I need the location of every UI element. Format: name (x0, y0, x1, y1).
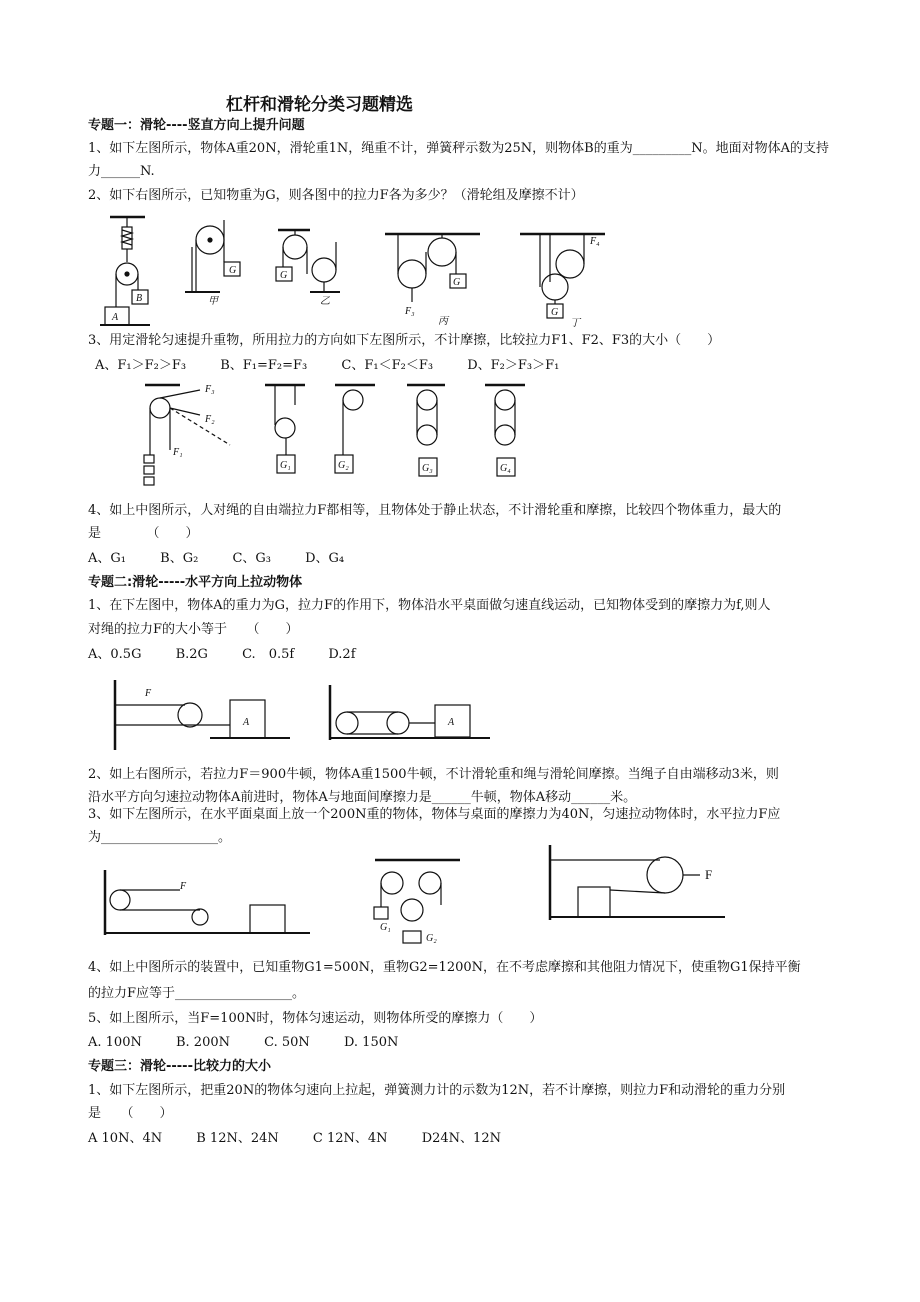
fig2-label-g1: G₁ (280, 460, 291, 471)
fig2-label-f3: F₃ (205, 384, 215, 395)
option-b: B、F₁=F₂=F₃ (220, 358, 308, 373)
fig2-label-g3: G₃ (422, 463, 433, 474)
figure-row-2 (135, 380, 535, 500)
fig-label-jia: 甲 (208, 296, 218, 307)
option-c: C. 0.5f (242, 647, 295, 662)
s2-q3-line2: 为__________________。 (88, 830, 232, 845)
fig-label-g-2: G (280, 270, 288, 281)
s1-q3: 3、用定滑轮匀速提升重物，所用拉力的方向如下左图所示，不计摩擦，比较拉力F1、F2、F3的大小（ ） (88, 333, 721, 348)
fig4-label-f: F (180, 881, 187, 892)
s2-q3-line1: 3、如下左图所示，在水平面桌面上放一个200N重的物体，物体与桌面的摩擦力为40N，匀速拉动物体时，水平拉力F应 (88, 807, 781, 822)
s2-q1-line2: 对绳的拉力F的大小等于 （ ） (88, 622, 299, 637)
option-a: A、0.5G (88, 647, 142, 662)
option-c: C、G₃ (232, 551, 271, 566)
fig2-label-g2: G₂ (338, 460, 349, 471)
fig4-label-g2: G₂ (426, 933, 437, 944)
s2-q1-line1: 1、在下左图中，物体A的重力为G，拉力F的作用下，物体沿水平桌面做匀速直线运动，已知物体受到的摩擦力为f,则人 (88, 598, 771, 613)
fig2-label-f2: F₂ (205, 414, 215, 425)
option-d: D.2f (328, 647, 356, 662)
s1-q2: 2、如下右图所示，已知物重为G，则各图中的拉力F各为多少？（滑轮组及摩擦不计） (88, 188, 584, 203)
s1-q1-line2: 力______N. (88, 164, 155, 179)
fig-label-ding: 丁 (570, 318, 580, 329)
option-c: C 12N、4N (312, 1131, 388, 1146)
s2-q5: 5、如上图所示，当F=100N时，物体匀速运动，则物体所受的摩擦力（ ） (88, 1011, 543, 1026)
s2-q2-line2: 沿水平方向匀速拉动物体A前进时，物体A与地面间摩擦力是______牛顿，物体A移动______米。 (88, 790, 637, 805)
fig3-label-a: A (243, 717, 250, 728)
fig-label-g-3: G (453, 277, 461, 288)
page-title: 杠杆和滑轮分类习题精选 (226, 95, 413, 115)
option-b: B.2G (175, 647, 208, 662)
s2-q4-line1: 4、如上中图所示的装置中，已知重物G1=500N，重物G2=1200N，在不考虑摩擦和其他阻力情况下，使重物G1保持平衡 (88, 960, 801, 975)
option-d: D24N、12N (421, 1131, 501, 1146)
option-c: C、F₁＜F₂＜F₃ (341, 358, 434, 373)
option-c: C. 50N (264, 1035, 310, 1050)
option-b: B 12N、24N (196, 1131, 279, 1146)
fig-label-g: G (229, 265, 237, 276)
s1-q3-options (95, 357, 589, 375)
s2-q1-options (88, 646, 386, 664)
option-d: D、F₂＞F₃＞F₁ (467, 358, 560, 373)
s2-q5-options (88, 1034, 428, 1052)
section-3-heading: 专题三：滑轮-----比较力的大小 (88, 1059, 271, 1074)
s2-q2-line1: 2、如上右图所示，若拉力F＝900牛顿，物体A重1500牛顿，不计滑轮重和绳与滑轮间摩擦。当绳子自由端移动3米，则 (88, 767, 779, 782)
s2-q4-line2: 的拉力F应等于__________________。 (88, 986, 306, 1001)
option-d: D. 150N (343, 1035, 399, 1050)
fig4-label-g1: G₁ (380, 922, 391, 933)
figure-row-3 (110, 680, 510, 755)
option-a: A、G₁ (88, 551, 126, 566)
figure-row-4 (100, 845, 740, 950)
fig-label-yi: 乙 (320, 296, 330, 307)
option-b: B. 200N (175, 1035, 230, 1050)
fig-label-b: B (136, 293, 143, 304)
fig4-label-f-right: F (705, 867, 713, 882)
s3-q1-options (88, 1130, 531, 1148)
option-a: A 10N、4N (88, 1131, 163, 1146)
fig2-label-f1: F₁ (173, 447, 183, 458)
section-2-heading: 专题二:滑轮-----水平方向上拉动物体 (88, 575, 303, 590)
fig-label-bing: 丙 (438, 316, 448, 327)
figure-row-1 (100, 212, 620, 330)
option-d: D、G₄ (305, 551, 345, 566)
option-a: A、F₁＞F₂＞F₃ (95, 358, 187, 373)
option-b: B、G₂ (160, 551, 199, 566)
fig3-label-f: F (145, 688, 152, 699)
fig-label-a: A (112, 312, 119, 323)
section-1-heading: 专题一：滑轮----竖直方向上提升问题 (88, 118, 305, 133)
s1-q4-line1: 4、如上中图所示，人对绳的自由端拉力F都相等，且物体处于静止状态，不计滑轮重和摩擦，比较四个物体重力，最大的 (88, 503, 782, 518)
s1-q4-options (88, 550, 374, 568)
fig3-label-a-2: A (448, 717, 455, 728)
option-a: A. 100N (88, 1035, 142, 1050)
s1-q1-line1: 1、如下左图所示，物体A重20N，滑轮重1N，绳重不计，弹簧秤示数为25N，则物体B的重为_________N。地面对物体A的支持 (88, 141, 829, 156)
fig-label-f4: F₄ (590, 236, 600, 247)
fig-label-g-4: G (551, 307, 559, 318)
s1-q4-line2: 是 （ ） (88, 526, 199, 541)
s3-q1-line1: 1、如下左图所示，把重20N的物体匀速向上拉起，弹簧测力计的示数为12N，若不计摩擦，则拉力F和动滑轮的重力分别 (88, 1083, 786, 1098)
fig-label-f3: F₃ (405, 306, 415, 317)
s3-q1-line2: 是 （ ） (88, 1106, 173, 1121)
fig2-label-g4: G₄ (500, 463, 511, 474)
